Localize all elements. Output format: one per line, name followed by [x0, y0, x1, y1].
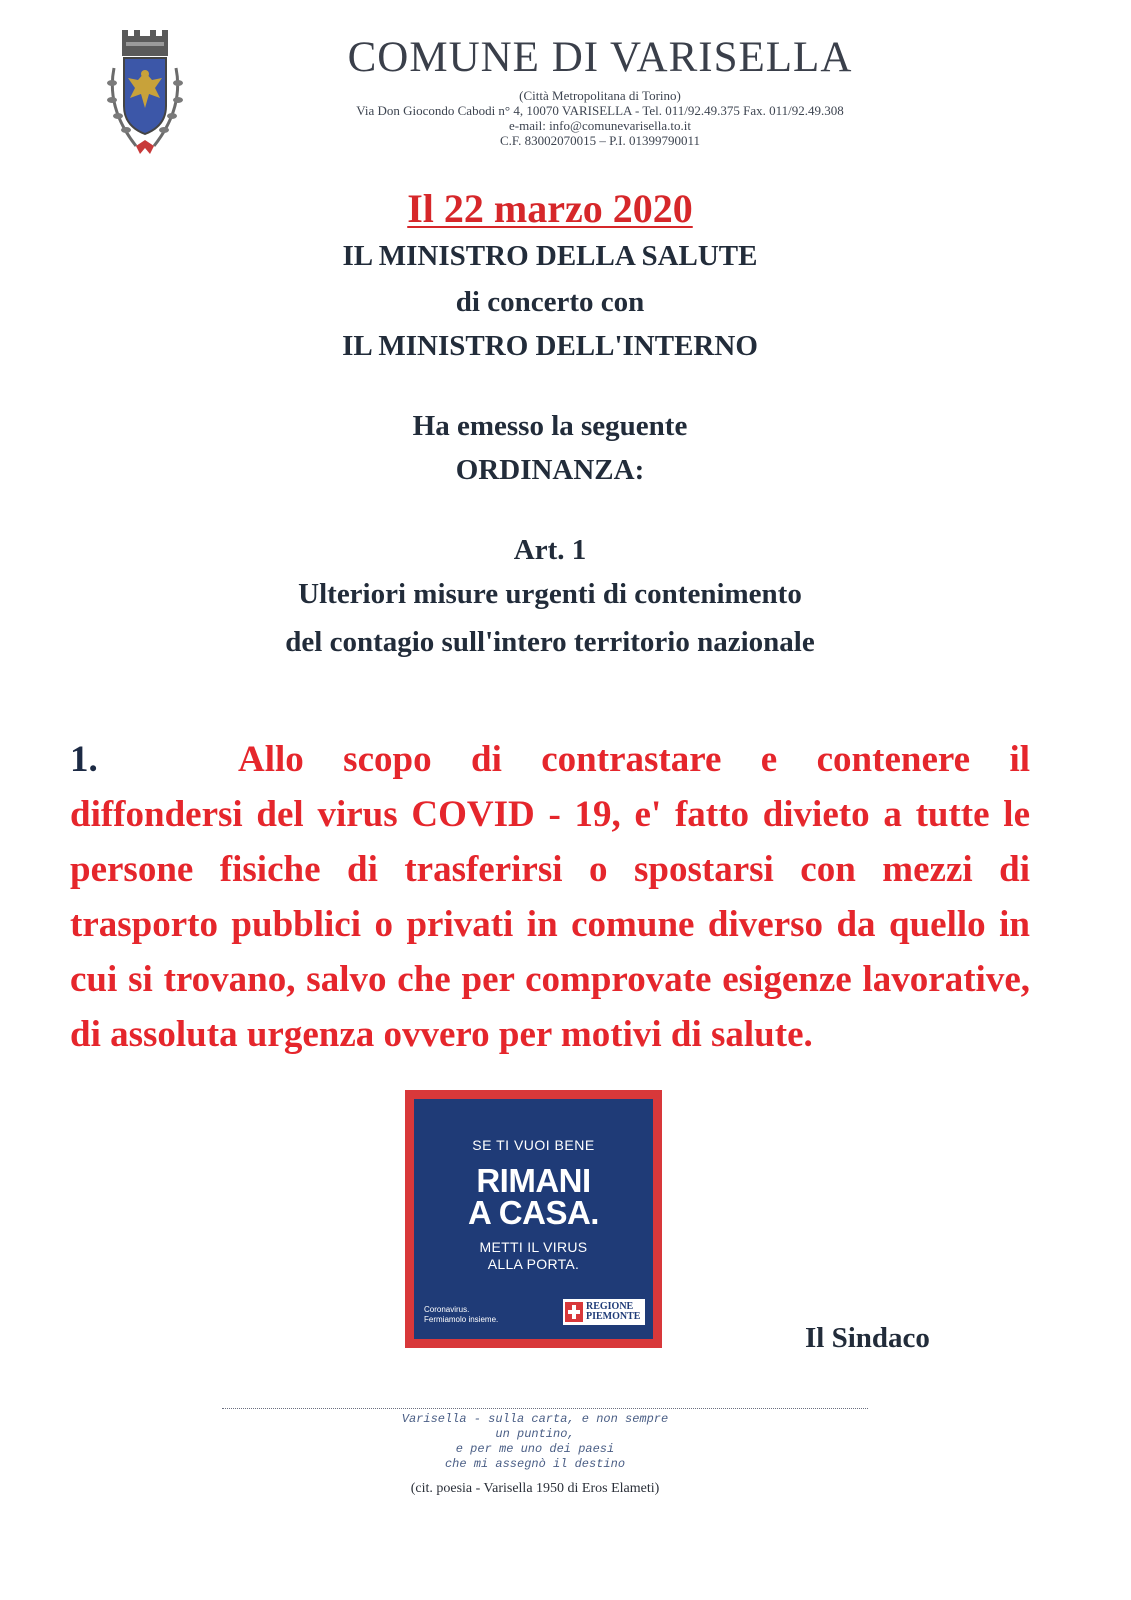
poem-line1: Varisella - sulla carta, e non sempre [401, 1412, 669, 1426]
banner-sub-text [414, 1239, 653, 1273]
logo-line2: PIEMONTE [586, 1311, 641, 1322]
minister-health: IL MINISTRO DELLA SALUTE [342, 240, 758, 272]
regione-piemonte-logo [563, 1299, 645, 1325]
banner-main-line2: A CASA. [468, 1194, 599, 1231]
article-number: Art. 1 [513, 534, 587, 566]
poem-line4: che mi assegnò il destino [444, 1457, 626, 1471]
municipality-title: COMUNE DI VARISELLA [347, 34, 853, 81]
ordinance-label: ORDINANZA: [455, 454, 645, 486]
cross-icon [565, 1302, 583, 1322]
banner-main-line1: RIMANI [476, 1162, 591, 1199]
header-line-tax-ids: C.F. 83002070015 – P.I. 01399790011 [500, 133, 700, 148]
banner-small-text [424, 1305, 498, 1325]
article-title-line1: Ulteriori misure urgenti di contenimento [298, 578, 802, 610]
banner-top-text: SE TI VUOI BENE [472, 1137, 595, 1153]
paragraph-1 [70, 732, 1030, 1062]
municipal-crest-logo [100, 28, 190, 158]
paragraph-number: 1. [70, 739, 98, 780]
poem-citation: (cit. poesia - Varisella 1950 di Eros Elameti) [410, 1481, 660, 1496]
poem-line3: e per me uno dei paesi [455, 1442, 615, 1456]
footer-divider [222, 1408, 868, 1409]
banner-small-line2: Fermiamolo insieme. [424, 1315, 499, 1324]
article-title-line2: del contagio sull'intero territorio nazionale [285, 626, 815, 658]
ordinance-intro: Ha emesso la seguente [412, 410, 688, 442]
banner-sub-line1: METTI IL VIRUS [479, 1239, 588, 1255]
banner-small-line1: Coronavirus. [424, 1305, 470, 1314]
header-line-address: Via Don Giocondo Cabodi n° 4, 10070 VARISELLA - Tel. 011/92.49.375 Fax. 011/92.49.308 [356, 103, 844, 118]
paragraph-text: Allo scopo di contrastare e contenere il diffondersi del virus COVID - 19, e' fatto divieto a tutte le persone fisiche di trasferirsi o spostarsi con mezzi di trasporto pubblici o privati in comune diverso da quello in cui si trovano, salvo che per comprovate esigenze lavorative, di assoluta urgenza ovvero per motivi di salute. [70, 739, 1030, 1055]
stay-home-banner [405, 1090, 662, 1348]
logo-line1: REGIONE [586, 1301, 634, 1312]
banner-main-text [414, 1162, 653, 1231]
document-date: Il 22 marzo 2020 [407, 186, 693, 231]
header-line-city: (Città Metropolitana di Torino) [519, 88, 681, 103]
banner-sub-line2: ALLA PORTA. [487, 1256, 580, 1272]
header-line-email: e-mail: info@comunevarisella.to.it [509, 118, 691, 133]
signature-label: Il Sindaco [805, 1322, 930, 1354]
poem-line2: un puntino, [495, 1427, 575, 1441]
minister-concert: di concerto con [455, 286, 645, 318]
minister-interior: IL MINISTRO DELL'INTERNO [342, 330, 758, 362]
